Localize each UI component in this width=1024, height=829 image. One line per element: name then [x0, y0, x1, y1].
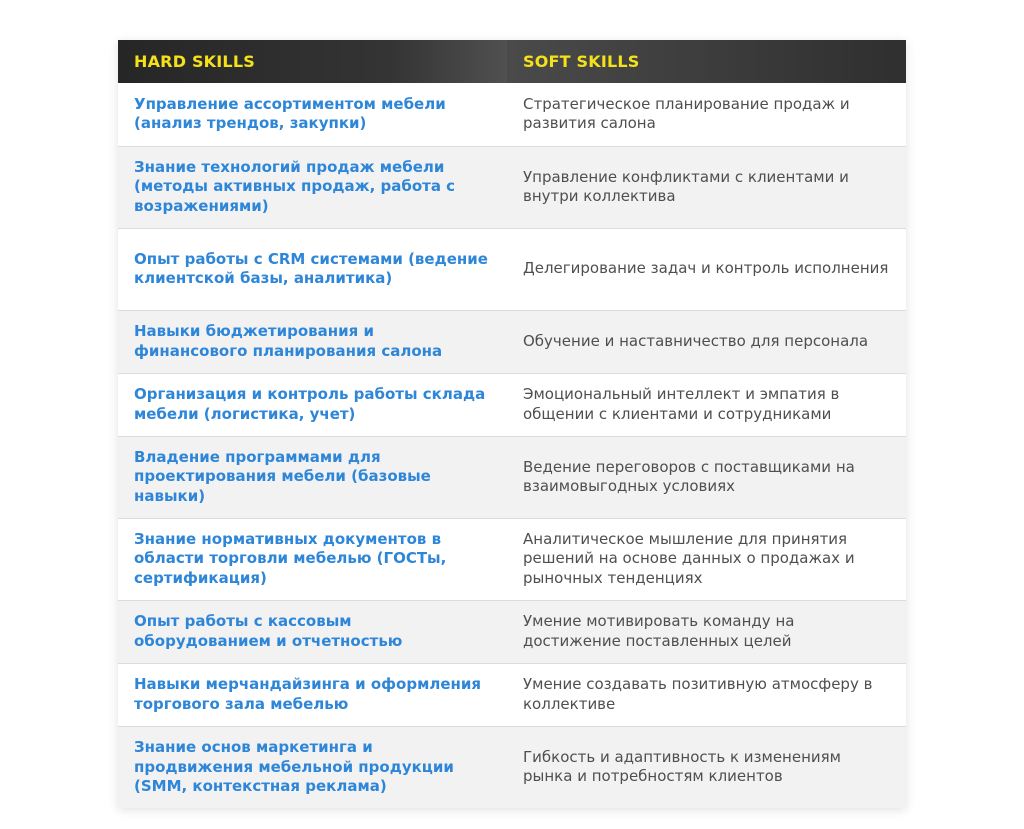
skills-table-container [118, 40, 906, 808]
header-row [118, 40, 906, 83]
table-body [118, 83, 906, 808]
table-row [118, 146, 906, 228]
table-row [118, 228, 906, 310]
hard-skill-cell: Организация и контроль работы склада мебели (логистика, учет) [118, 373, 507, 436]
hard-skill-cell: Знание нормативных документов в области торговли мебелью (ГОСТы, сертификация) [118, 518, 507, 600]
soft-skill-cell: Гибкость и адаптивность к изменениям рынка и потребностям клиентов [507, 726, 906, 808]
hard-skill-cell: Опыт работы с CRM системами (ведение клиентской базы, аналитика) [118, 228, 507, 310]
hard-skills-header: HARD SKILLS [118, 40, 507, 83]
soft-skill-cell: Управление конфликтами с клиентами и внутри коллектива [507, 146, 906, 228]
soft-skill-cell: Аналитическое мышление для принятия решений на основе данных о продажах и рыночных тенденциях [507, 518, 906, 600]
soft-skill-cell: Делегирование задач и контроль исполнения [507, 228, 906, 310]
table-row [118, 663, 906, 726]
hard-skill-cell: Знание технологий продаж мебели (методы активных продаж, работа с возражениями) [118, 146, 507, 228]
table-header [118, 40, 906, 83]
soft-skill-cell: Обучение и наставничество для персонала [507, 310, 906, 373]
table-row [118, 600, 906, 663]
soft-skill-cell: Умение мотивировать команду на достижение поставленных целей [507, 600, 906, 663]
soft-skill-cell: Стратегическое планирование продаж и развития салона [507, 83, 906, 146]
hard-skill-cell: Владение программами для проектирования мебели (базовые навыки) [118, 436, 507, 518]
table-row [118, 436, 906, 518]
table-row [118, 726, 906, 808]
hard-skill-cell: Навыки мерчандайзинга и оформления торгового зала мебелью [118, 663, 507, 726]
table-row [118, 83, 906, 146]
hard-skill-cell: Навыки бюджетирования и финансового планирования салона [118, 310, 507, 373]
soft-skills-header: SOFT SKILLS [507, 40, 906, 83]
table-row [118, 373, 906, 436]
hard-skill-cell: Знание основ маркетинга и продвижения мебельной продукции (SMM, контекстная реклама) [118, 726, 507, 808]
table-row [118, 518, 906, 600]
soft-skill-cell: Эмоциональный интеллект и эмпатия в общении с клиентами и сотрудниками [507, 373, 906, 436]
table-row [118, 310, 906, 373]
soft-skill-cell: Умение создавать позитивную атмосферу в коллективе [507, 663, 906, 726]
skills-table [118, 40, 906, 808]
hard-skill-cell: Управление ассортиментом мебели (анализ трендов, закупки) [118, 83, 507, 146]
hard-skill-cell: Опыт работы с кассовым оборудованием и отчетностью [118, 600, 507, 663]
soft-skill-cell: Ведение переговоров с поставщиками на взаимовыгодных условиях [507, 436, 906, 518]
